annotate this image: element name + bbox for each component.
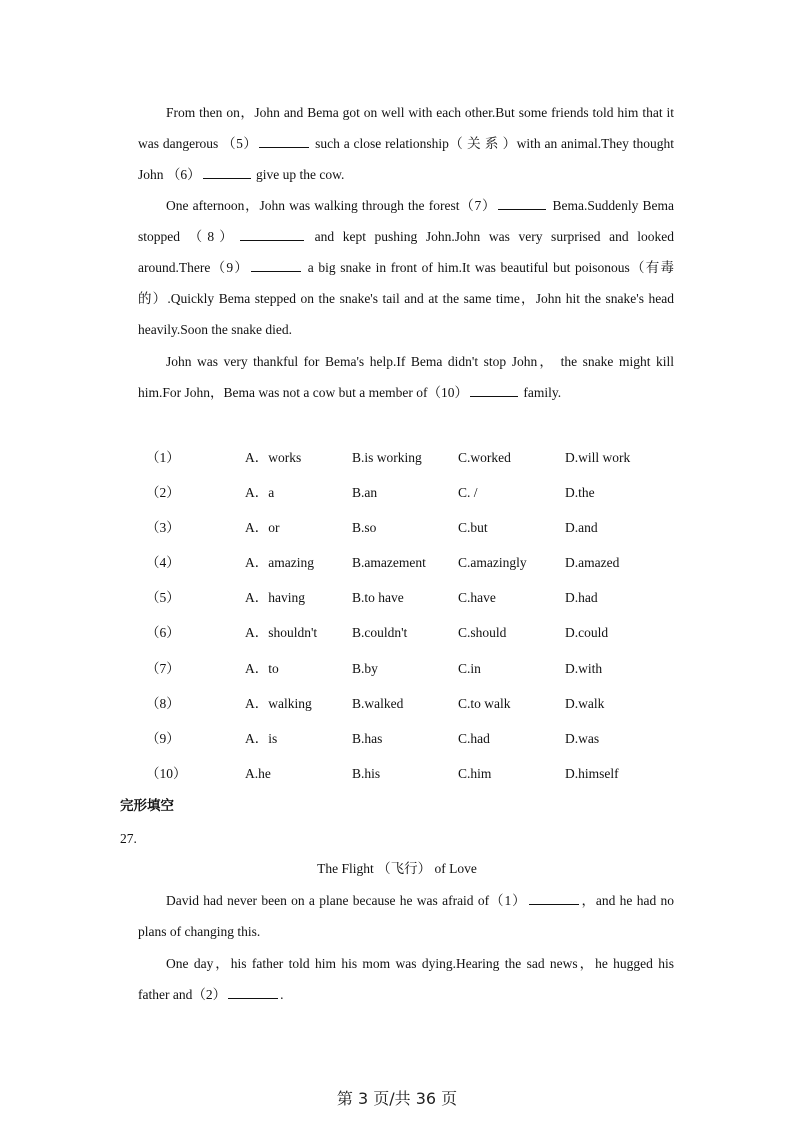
- option-number: （10）: [146, 765, 187, 781]
- option-d[interactable]: D.and: [565, 520, 598, 536]
- story-title: The Flight （飞行） of Love: [317, 861, 477, 876]
- option-d[interactable]: D.the: [565, 485, 595, 501]
- option-c[interactable]: C. /: [458, 485, 478, 501]
- option-b[interactable]: B.to have: [352, 590, 404, 606]
- story-blank-2[interactable]: [228, 984, 278, 999]
- option-b[interactable]: B.couldn't: [352, 625, 408, 641]
- option-d[interactable]: D.was: [565, 730, 600, 746]
- option-d[interactable]: D.could: [565, 625, 609, 641]
- option-number: （4）: [146, 555, 180, 571]
- story-blank-1[interactable]: [529, 890, 579, 905]
- options-table: [146, 442, 706, 793]
- option-b[interactable]: B.by: [352, 660, 378, 676]
- option-number: （2）: [146, 485, 180, 501]
- option-b[interactable]: B.his: [352, 765, 381, 781]
- option-c[interactable]: C.worked: [458, 450, 511, 465]
- page-footer: 第 3 页/共 36 页: [336, 1089, 458, 1108]
- option-number: （5）: [146, 590, 180, 606]
- option-a[interactable]: A．to: [245, 660, 279, 676]
- option-number: （6）: [146, 625, 180, 641]
- option-row: [146, 723, 706, 758]
- option-b[interactable]: B.walked: [352, 695, 404, 711]
- option-row: [146, 442, 706, 477]
- option-d[interactable]: D.himself: [565, 765, 619, 781]
- option-b[interactable]: B.amazement: [352, 555, 426, 571]
- option-d[interactable]: D.with: [565, 660, 603, 676]
- option-a[interactable]: A．is: [245, 730, 278, 746]
- option-a[interactable]: A．amazing: [245, 555, 314, 571]
- option-row: [146, 547, 706, 582]
- option-a[interactable]: A．having: [245, 590, 305, 606]
- option-number: （9）: [146, 730, 180, 746]
- passage-paragraph-1: From then on，John and Bema got on well with each other.But some friends told him that it was dangerous （5） such a close relationship（ 关 系 ）with an animal.They thought John （6） give up the cow.: [138, 105, 674, 182]
- option-row: [146, 582, 706, 617]
- option-a[interactable]: A．or: [245, 520, 280, 536]
- option-a[interactable]: A．shouldn't: [245, 625, 318, 641]
- option-row: [146, 758, 706, 793]
- blank-7[interactable]: [498, 195, 546, 210]
- option-b[interactable]: B.so: [352, 520, 377, 536]
- option-c[interactable]: C.to walk: [458, 695, 511, 711]
- option-b[interactable]: B.has: [352, 730, 383, 746]
- option-c[interactable]: C.amazingly: [458, 555, 527, 571]
- option-a[interactable]: A．a: [245, 485, 275, 501]
- option-row: [146, 617, 706, 652]
- option-c[interactable]: C.should: [458, 625, 507, 641]
- option-row: [146, 688, 706, 723]
- option-b[interactable]: B.is working: [352, 450, 422, 465]
- option-row: [146, 512, 706, 547]
- option-c[interactable]: C.in: [458, 660, 481, 676]
- option-c[interactable]: C.have: [458, 590, 496, 606]
- option-a[interactable]: A．works: [245, 450, 302, 465]
- option-row: [146, 477, 706, 512]
- option-b[interactable]: B.an: [352, 485, 378, 501]
- blank-8[interactable]: [240, 226, 304, 241]
- option-c[interactable]: C.him: [458, 765, 492, 781]
- option-number: （8）: [146, 695, 180, 711]
- option-number: （3）: [146, 520, 180, 536]
- option-d[interactable]: D.will work: [565, 450, 631, 465]
- section-title: 完形填空: [120, 798, 174, 814]
- story-paragraph-1: David had never been on a plane because he was afraid of（1） ，and he had no plans of changing this.: [138, 885, 674, 947]
- option-a[interactable]: A．walking: [245, 695, 312, 711]
- option-a[interactable]: A.he: [245, 765, 271, 781]
- story-paragraph-2: One day，his father told him his mom was dying.Hearing the sad news，he hugged his father and（2） .: [138, 956, 674, 1002]
- option-d[interactable]: D.amazed: [565, 555, 620, 571]
- option-number: （7）: [146, 660, 180, 676]
- passage-paragraph-3: John was very thankful for Bema's help.If Bema didn't stop John， the snake might kill him.For John，Bema was not a cow but a member of（10） family.: [138, 354, 674, 400]
- option-d[interactable]: D.had: [565, 590, 598, 606]
- option-number: （1）: [146, 450, 180, 465]
- option-c[interactable]: C.but: [458, 520, 488, 536]
- blank-5[interactable]: [259, 133, 309, 148]
- option-d[interactable]: D.walk: [565, 695, 605, 711]
- blank-6[interactable]: [203, 164, 251, 179]
- option-row: [146, 653, 706, 688]
- blank-9[interactable]: [251, 257, 301, 272]
- option-c[interactable]: C.had: [458, 730, 490, 746]
- blank-10[interactable]: [470, 382, 518, 397]
- passage-paragraph-2: One afternoon，John was walking through the forest（7） Bema.Suddenly Bema stopped （8） and kept pushing John.John was very surprised and looked around.There（9） a big snake in front of him.It was beautiful but poisonous（有毒的）.Quickly Bema stepped on the snake's tail and at the same time，John hit the snake's head heavily.Soon the snake died.: [138, 190, 674, 345]
- question-number: 27.: [120, 831, 137, 846]
